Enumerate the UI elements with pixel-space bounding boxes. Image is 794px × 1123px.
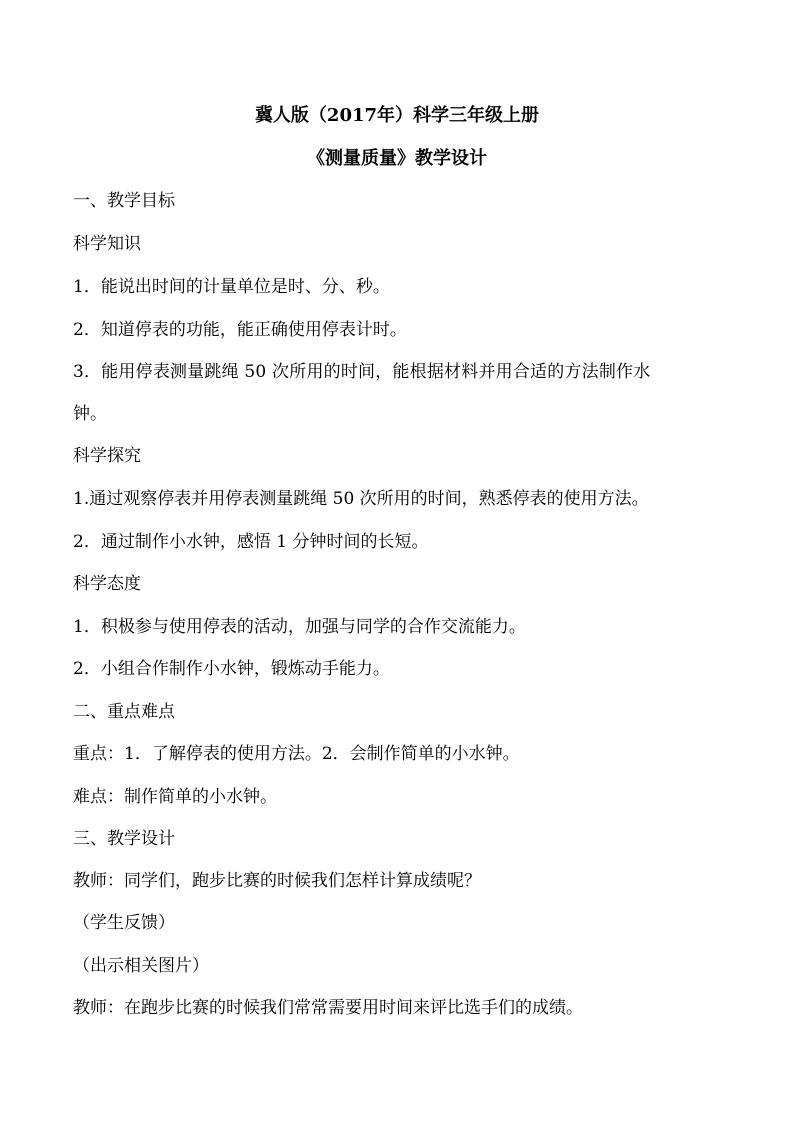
dialogue-line: （学生反馈） (73, 913, 175, 933)
document-title-line2: 《测量质量》教学设计 (307, 148, 487, 169)
knowledge-item: 3．能用停表测量跳绳 50 次所用的时间，能根据材料并用合适的方法制作水 (73, 362, 651, 382)
knowledge-item: 2．知道停表的功能，能正确使用停表计时。 (73, 320, 407, 340)
attitude-item: 2．小组合作制作小水钟，锻炼动手能力。 (73, 659, 390, 679)
attitude-item: 1．积极参与使用停表的活动，加强与同学的合作交流能力。 (73, 617, 526, 637)
document-title-line1: 冀人版（2017年）科学三年级上册 (254, 105, 540, 126)
section-heading-objectives: 一、教学目标 (73, 191, 175, 211)
subheading-knowledge: 科学知识 (73, 234, 141, 254)
subheading-attitude: 科学态度 (73, 574, 141, 594)
knowledge-item: 1．能说出时间的计量单位是时、分、秒。 (73, 277, 390, 297)
section-heading-design: 三、教学设计 (73, 829, 175, 849)
inquiry-item: 2．通过制作小水钟，感悟 1 分钟时间的长短。 (73, 532, 429, 552)
difficult-point: 难点：制作简单的小水钟。 (73, 787, 277, 807)
knowledge-item-continuation: 钟。 (73, 404, 107, 424)
section-heading-key-points: 二、重点难点 (73, 702, 175, 722)
key-point: 重点：1．了解停表的使用方法。2．会制作简单的小水钟。 (73, 744, 520, 764)
inquiry-item: 1.通过观察停表并用停表测量跳绳 50 次所用的时间，熟悉停表的使用方法。 (73, 489, 649, 509)
dialogue-line: 教师：在跑步比赛的时候我们常常需要用时间来评比选手们的成绩。 (73, 998, 583, 1018)
dialogue-line: 教师：同学们，跑步比赛的时候我们怎样计算成绩呢？ (73, 871, 481, 891)
dialogue-line: （出示相关图片） (73, 956, 209, 976)
subheading-inquiry: 科学探究 (73, 446, 141, 466)
